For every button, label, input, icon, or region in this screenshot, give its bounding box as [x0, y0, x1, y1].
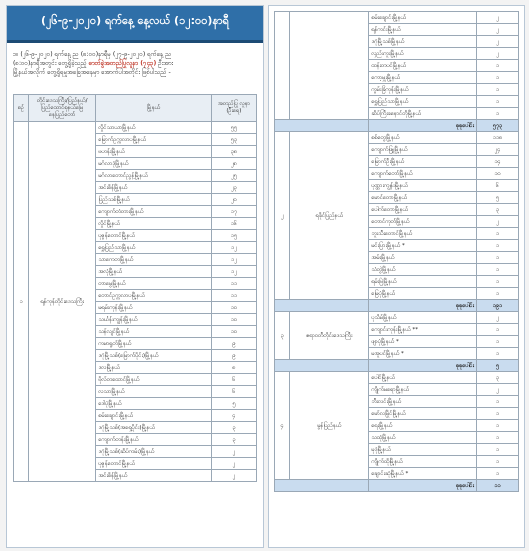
township-cell: တာမွေမြို့နယ် [96, 278, 211, 290]
township-cell: ဒဂုံမြို့သစ်(မြောက်ပိုင်း)မြို့နယ် [96, 350, 211, 362]
township-cell: ဒလမြို့နယ် [96, 362, 211, 374]
township-cell: လှိုင်မြို့နယ် [96, 218, 211, 230]
township-cell: စမ်းချောင်းမြို့နယ် [96, 410, 211, 422]
township-cell: ရွှေပြည်သာမြို့နယ် [96, 242, 211, 254]
township-cell: တောင်ကုတ်မြို့နယ် [369, 216, 477, 228]
township-cell: မောင်တောမြို့နယ် [369, 192, 477, 204]
subtotal-row [275, 480, 519, 492]
subtotal-count: ၅၇၃ [476, 120, 518, 132]
count-cell: ၁၁ [211, 278, 256, 290]
count-cell: ၂ [476, 312, 518, 324]
township-cell: အမ်းမြို့နယ် [369, 252, 477, 264]
count-cell: ၁ [476, 264, 518, 276]
township-cell: အလုံမြို့နယ် [96, 266, 211, 278]
row-no-empty [275, 12, 290, 120]
subtotal-spacer [275, 480, 369, 492]
subtotal-count: ၅ [476, 360, 518, 372]
count-cell: ၁ [476, 408, 518, 420]
count-cell: ၁၀ [211, 302, 256, 314]
header-township: မြို့နယ် [96, 95, 211, 122]
township-cell: စစ်တွေမြို့နယ် [369, 132, 477, 144]
count-cell: ၆ [476, 180, 518, 192]
count-cell: ၁၄ [476, 156, 518, 168]
intro-line2: (၈:၀၀)နာရီအတွင်း တွေ့ရှိခဲ့သည့် [13, 60, 87, 67]
subtotal-label: စုစုပေါင်း [369, 300, 477, 312]
intro-highlight: ဓာတ်ခွဲအတည်ပြုလူနာ (၇၄၃) [88, 60, 157, 67]
count-cell: ၁ [476, 72, 518, 84]
count-cell: ၂ [211, 458, 256, 470]
count-cell: ၃ [476, 372, 518, 384]
count-cell: ၂ [476, 48, 518, 60]
count-cell: ၁ [476, 60, 518, 72]
count-cell: ၂၈ [211, 158, 256, 170]
subtotal-spacer [275, 360, 369, 372]
intro-text [13, 50, 257, 77]
count-cell: ၁ [476, 468, 518, 480]
township-cell: ပုသိမ်မြို့နယ် [369, 312, 477, 324]
right-table [274, 11, 519, 492]
township-cell: ကွမ်းခြံကုန်းမြို့နယ် [369, 84, 477, 96]
title-bar [7, 6, 263, 43]
count-cell: ၂ [476, 216, 518, 228]
row-state: ရခိုင်ပြည်နယ် [290, 132, 369, 300]
township-cell: ရမ်းဗြဲမြို့နယ် [369, 276, 477, 288]
count-cell: ၂၄ [476, 144, 518, 156]
count-cell: ၁ [476, 420, 518, 432]
subtotal-row [275, 360, 519, 372]
count-cell: ၁ [476, 288, 518, 300]
township-cell: မင်းပြားမြို့နယ် * [369, 240, 477, 252]
township-cell: ပုဏ္ဏားကျွန်းမြို့နယ် [369, 180, 477, 192]
count-cell: ၆ [211, 386, 256, 398]
count-cell: ၁ [476, 276, 518, 288]
count-cell: ၁ [476, 336, 518, 348]
count-cell: ၉ [211, 338, 256, 350]
township-cell: ကျောက်ဖြူမြို့နယ် [369, 144, 477, 156]
count-cell: ၁ [476, 252, 518, 264]
subtotal-label: စုစုပေါင်း [369, 120, 477, 132]
township-cell: ဒေါပုံမြို့နယ် [96, 398, 211, 410]
township-cell: မင်္ဂလာတောင်ညွန့်မြို့နယ် [96, 170, 211, 182]
township-cell: သထုံမြို့နယ် [369, 432, 477, 444]
count-cell: ၁၂ [211, 254, 256, 266]
township-cell: မြောက်ဦးမြို့နယ် [369, 156, 477, 168]
township-cell: လှိုင်သာယာမြို့နယ် [96, 122, 211, 134]
count-cell: ၈ [211, 362, 256, 374]
count-cell: ၁ [476, 432, 518, 444]
table-row [275, 372, 519, 384]
count-cell: ၄ [211, 410, 256, 422]
township-cell: တောင်ဥက္ကလာပမြို့နယ် [96, 290, 211, 302]
subtotal-row [275, 120, 519, 132]
township-cell: ဘီးလင်းမြို့နယ် [369, 396, 477, 408]
row-no: ၄ [275, 372, 290, 480]
township-cell: လှည်းကူးမြို့နယ် [369, 48, 477, 60]
table-row [275, 312, 519, 324]
left-panel [6, 5, 264, 548]
left-table [13, 94, 257, 482]
township-cell: ပုဇွန်တောင်မြို့နယ် [96, 458, 211, 470]
township-cell: မအူပင်မြို့နယ် * [369, 348, 477, 360]
township-cell: ကျောက်တံတားမြို့နယ် [96, 206, 211, 218]
township-cell: ကျောက်တန်းမြို့နယ် [96, 434, 211, 446]
subtotal-count: ၁၉၁ [476, 300, 518, 312]
row-no: ၂ [275, 132, 290, 300]
subtotal-label: စုစုပေါင်း [369, 480, 477, 492]
township-cell: ရွှေပြည်သာမြို့နယ် [369, 96, 477, 108]
township-cell: မြောက်ဥက္ကလာပမြို့နယ် [96, 134, 211, 146]
township-cell: ချောင်းဆုံမြို့နယ် * [369, 468, 477, 480]
count-cell: ၁ [476, 240, 518, 252]
header-state: တိုင်းဒေသကြီး/ပြည်နယ်/ပြည်ထောင်စုနယ်မြေ နေပြည်တော် [29, 95, 96, 122]
township-cell: မုဒုံမြို့နယ် [369, 444, 477, 456]
township-cell: သာကေတမြို့နယ် [96, 254, 211, 266]
township-cell: လသာမြို့နယ် [96, 386, 211, 398]
township-cell: ပြည်သစ်မြို့နယ် [96, 194, 211, 206]
township-cell: သင်္ဃန်းကျွန်းမြို့နယ် [96, 314, 211, 326]
count-cell: ၁၁၈ [476, 132, 518, 144]
table-row [275, 132, 519, 144]
count-cell: ၁၆ [211, 218, 256, 230]
count-cell: ၅ [476, 192, 518, 204]
subtotal-spacer [275, 120, 369, 132]
count-cell: ၃ [211, 434, 256, 446]
row-state: ရန်ကုန်တိုင်းဒေသကြီး [29, 122, 96, 482]
township-cell: ဗဟန်းမြို့နယ် [96, 146, 211, 158]
count-cell: ၁၀ [476, 168, 518, 180]
count-cell: ၃ [476, 204, 518, 216]
township-cell: သံတွဲမြို့နယ် [369, 264, 477, 276]
count-cell: ၅၃ [211, 134, 256, 146]
count-cell: ၂ [211, 446, 256, 458]
township-cell: ဆိပ်ကြီးခနောင်တိုမြို့နယ် [369, 108, 477, 120]
table-row [275, 12, 519, 24]
count-cell: ၂ [476, 36, 518, 48]
count-cell: ၃ [211, 422, 256, 434]
count-cell: ၉ [211, 350, 256, 362]
township-cell: အင်းစိန်မြို့နယ် [96, 470, 211, 482]
township-cell: ကျောင်းကုန်းမြို့နယ် ** [369, 324, 477, 336]
township-cell: မော်လမြိုင်မြို့နယ် [369, 408, 477, 420]
township-cell: ထန်းတပင်မြို့နယ် [369, 60, 477, 72]
count-cell: ၁ [476, 348, 518, 360]
count-cell: ၁၀ [211, 326, 256, 338]
intro-line3: ဦးအား [158, 60, 174, 67]
header-count: အတည်ပြု လူနာ (ဦးရေ) [211, 95, 256, 122]
subtotal-row [275, 300, 519, 312]
township-cell: ကမာရွတ်မြို့နယ် [96, 338, 211, 350]
township-cell: မင်္ဂလာဒုံမြို့နယ် [96, 158, 211, 170]
township-cell: မြေပုံမြို့နယ် [369, 288, 477, 300]
township-cell: ကျိုက်မရောမြို့နယ် [369, 384, 477, 396]
township-cell: စမ်းချောင်းမြို့နယ် [369, 12, 477, 24]
count-cell: ၁၀ [211, 314, 256, 326]
count-cell: ၁ [476, 396, 518, 408]
township-cell: သန်လျင်မြို့နယ် [96, 326, 211, 338]
township-cell: ဖျာပုံမြို့နယ် * [369, 336, 477, 348]
township-cell: ပေါက်တောမြို့နယ် [369, 204, 477, 216]
township-cell: ဗိုလ်တထောင်မြို့နယ် [96, 374, 211, 386]
township-cell: ကော့မှူးမြို့နယ် [369, 72, 477, 84]
count-cell: ၂ [211, 470, 256, 482]
count-cell: ၁ [476, 96, 518, 108]
count-cell: ၁ [476, 444, 518, 456]
count-cell: ၂၀ [211, 194, 256, 206]
row-no: ၃ [275, 312, 290, 360]
count-cell: ၂ [476, 24, 518, 36]
count-cell: ၁ [476, 324, 518, 336]
count-cell: ၁ [476, 84, 518, 96]
table-row [14, 122, 257, 134]
count-cell: ၁ [476, 228, 518, 240]
township-cell: ပေါင်မြို့နယ် [369, 372, 477, 384]
count-cell: ၁၁ [211, 290, 256, 302]
township-cell: ဒဂုံမြို့သစ်(ဆိပ်ကမ်း)မြို့နယ် [96, 446, 211, 458]
subtotal-label: စုစုပေါင်း [369, 360, 477, 372]
count-cell: ၁ [476, 108, 518, 120]
township-cell: ဒဂုံမြို့သစ်မြို့နယ် [369, 36, 477, 48]
township-cell: ဒဂုံမြို့သစ်(အရှေ့ပိုင်း)မြို့နယ် [96, 422, 211, 434]
row-no: ၁ [14, 122, 29, 482]
intro-line1: ၁။ (၂၆-၉-၂၀၂၀) ရက်နေ့ ည (၈:၀၀)နာရီမှ (၂၇-၉-၂၀၂၀) ရက်နေ့ ည [13, 51, 172, 58]
count-cell: ၂ [476, 384, 518, 396]
count-cell: ၁၂ [211, 242, 256, 254]
township-cell: ရေးမြို့နယ် [369, 420, 477, 432]
count-cell: ၅၅ [211, 122, 256, 134]
page-title: (၂၆-၉-၂၀၂၀) ရက်နေ့ နေ့လယ် (၁၂:၀၀)နာရီ [41, 14, 229, 27]
table-header-row [14, 95, 257, 122]
header-no: စဉ် [14, 95, 29, 122]
count-cell: ၁၂ [211, 266, 256, 278]
count-cell: ၆ [211, 374, 256, 386]
subtotal-count: ၁၁ [476, 480, 518, 492]
township-cell: ပုဇွန်တောင်မြို့နယ် [96, 230, 211, 242]
count-cell: ၂ [476, 12, 518, 24]
intro-line4: မြို့နယ်အလိုက် တွေ့ရှိရမှုအခြေအနေမှာ အောက်ပါအတိုင်း ဖြစ်ပါသည် - [13, 69, 171, 76]
count-cell: ၁၇ [211, 206, 256, 218]
row-state: ဧရာဝတီတိုင်းဒေသကြီး [290, 312, 369, 360]
township-cell: ရန်ကင်းမြို့နယ် [369, 24, 477, 36]
count-cell: ၃၈ [211, 146, 256, 158]
row-state: မွန်ပြည်နယ် [290, 372, 369, 480]
township-cell: ကျိုက်ထိုမြို့နယ် [369, 456, 477, 468]
township-cell: အင်းစိန်မြို့နယ် [96, 182, 211, 194]
township-cell: ဘူးသီးတောင်မြို့နယ် [369, 228, 477, 240]
subtotal-spacer [275, 300, 369, 312]
count-cell: ၂၃ [211, 182, 256, 194]
count-cell: ၂၅ [211, 170, 256, 182]
count-cell: ၅ [211, 398, 256, 410]
township-cell: ကျောက်တော်မြို့နယ် [369, 168, 477, 180]
count-cell: ၁ [476, 456, 518, 468]
right-panel [268, 5, 525, 548]
township-cell: မရမ်းကုန်းမြို့နယ် [96, 302, 211, 314]
count-cell: ၁၅ [211, 230, 256, 242]
row-state-empty [290, 12, 369, 120]
